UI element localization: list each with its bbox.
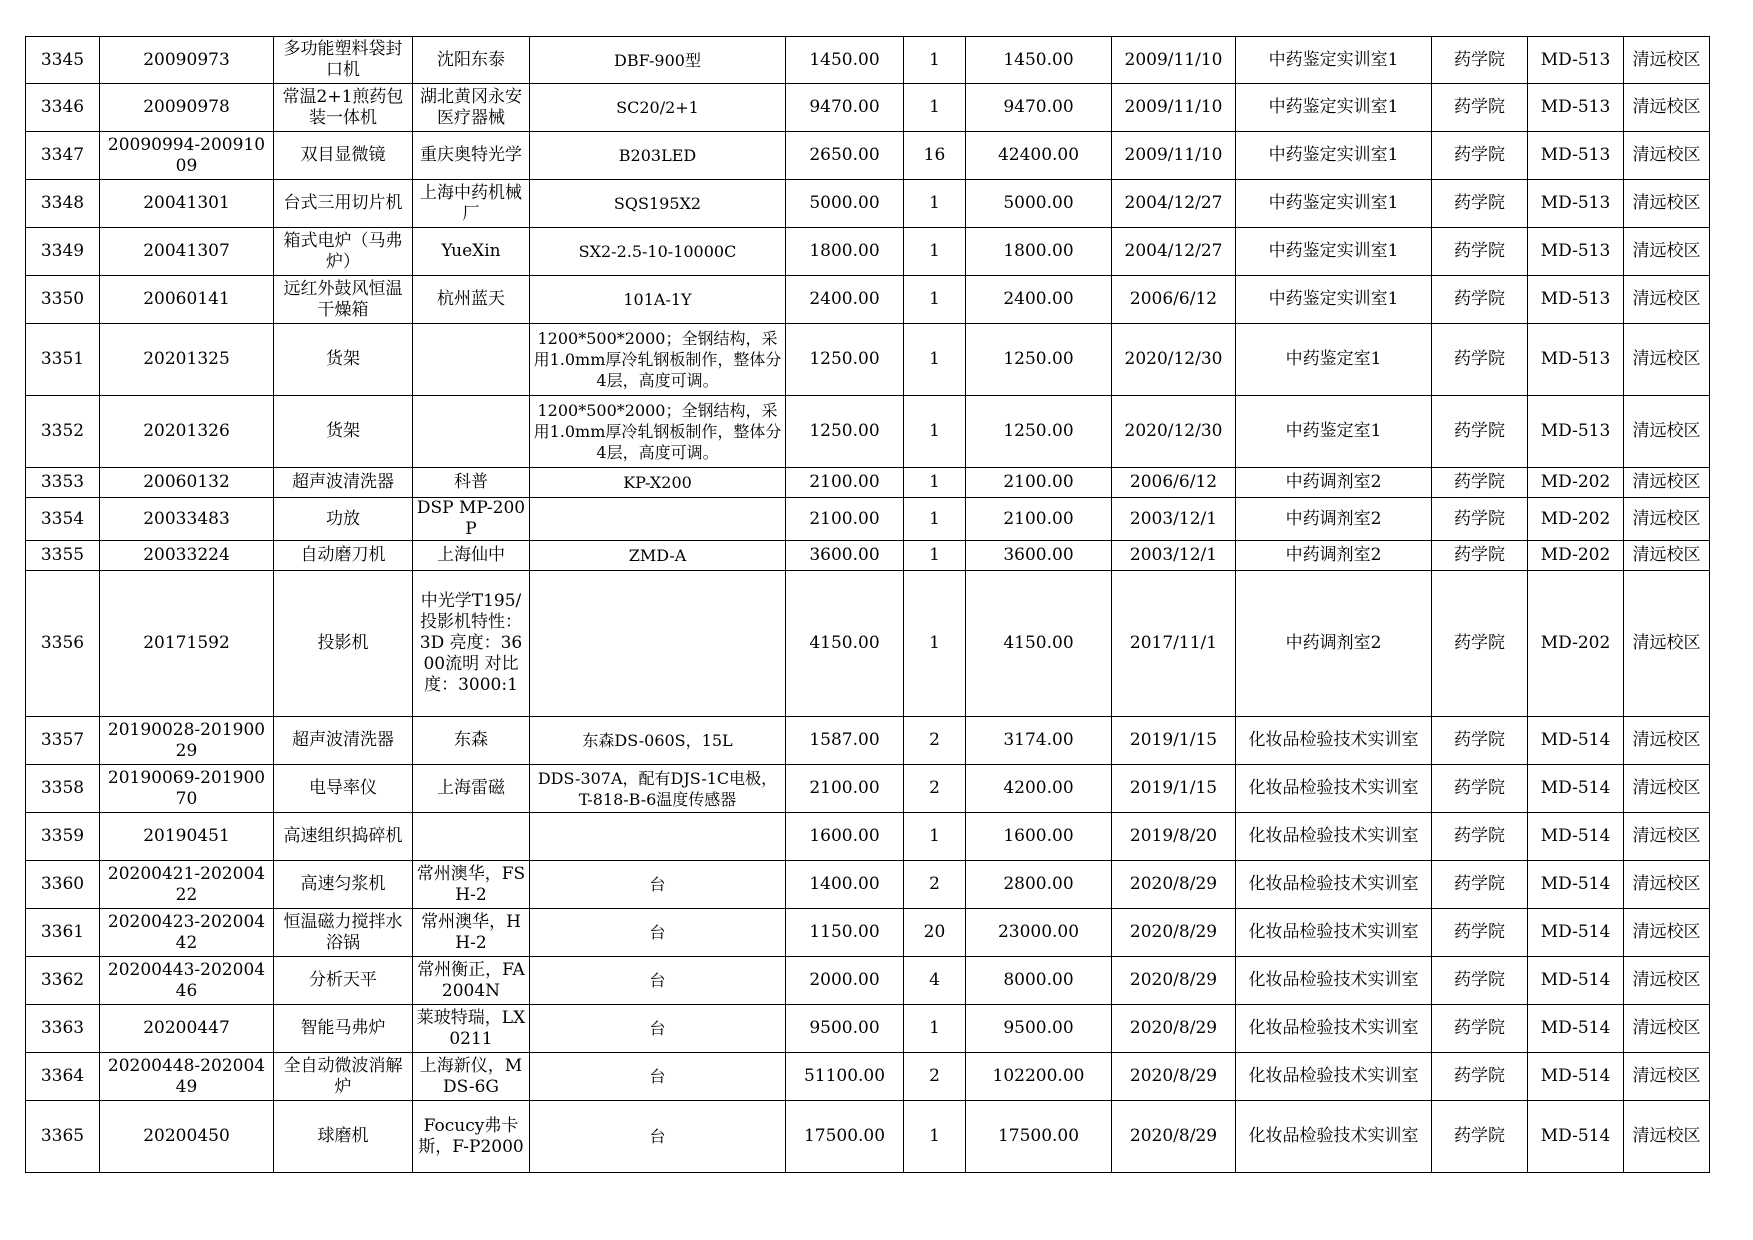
asset-number-cell: 20041301: [100, 180, 274, 228]
unit-price-cell: 2100.00: [786, 468, 904, 498]
total-amount-cell: 3174.00: [966, 717, 1112, 765]
department-cell: 药学院: [1432, 498, 1528, 541]
table-row: [26, 498, 1710, 541]
table-row: [26, 861, 1710, 909]
campus-cell: 清远校区: [1624, 132, 1710, 180]
room-cell: 中药调剂室2: [1236, 571, 1432, 717]
equipment-name-cell: 电导率仪: [274, 765, 413, 813]
manufacturer-cell: 重庆奥特光学: [413, 132, 530, 180]
table-row: [26, 1005, 1710, 1053]
specification-cell: KP-X200: [530, 468, 786, 498]
campus-cell: 清远校区: [1624, 1053, 1710, 1101]
equipment-name-cell: 全自动微波消解炉: [274, 1053, 413, 1101]
equipment-name-cell: 智能马弗炉: [274, 1005, 413, 1053]
asset-number-cell: 20041307: [100, 228, 274, 276]
asset-number-cell: 20190028-20190029: [100, 717, 274, 765]
manufacturer-cell: [413, 396, 530, 468]
purchase-date-cell: 2020/8/29: [1112, 1101, 1236, 1173]
manufacturer-cell: 上海新仪，MDS-6G: [413, 1053, 530, 1101]
manufacturer-cell: 湖北黄冈永安医疗器械: [413, 84, 530, 132]
quantity-cell: 2: [904, 1053, 966, 1101]
purchase-date-cell: 2004/12/27: [1112, 228, 1236, 276]
campus-cell: 清远校区: [1624, 717, 1710, 765]
purchase-date-cell: 2009/11/10: [1112, 37, 1236, 84]
location-code-cell: MD-513: [1528, 180, 1624, 228]
quantity-cell: 1: [904, 813, 966, 861]
location-code-cell: MD-513: [1528, 276, 1624, 324]
row-number-cell: 3359: [26, 813, 100, 861]
campus-cell: 清远校区: [1624, 957, 1710, 1005]
quantity-cell: 2: [904, 717, 966, 765]
quantity-cell: 1: [904, 396, 966, 468]
unit-price-cell: 1250.00: [786, 324, 904, 396]
total-amount-cell: 3600.00: [966, 541, 1112, 571]
specification-cell: DBF-900型: [530, 37, 786, 84]
quantity-cell: 1: [904, 276, 966, 324]
unit-price-cell: 2000.00: [786, 957, 904, 1005]
quantity-cell: 1: [904, 324, 966, 396]
campus-cell: 清远校区: [1624, 324, 1710, 396]
row-number-cell: 3357: [26, 717, 100, 765]
department-cell: 药学院: [1432, 37, 1528, 84]
purchase-date-cell: 2017/11/1: [1112, 571, 1236, 717]
unit-price-cell: 17500.00: [786, 1101, 904, 1173]
asset-number-cell: 20033483: [100, 498, 274, 541]
location-code-cell: MD-513: [1528, 324, 1624, 396]
table-row: [26, 132, 1710, 180]
room-cell: 化妆品检验技术实训室: [1236, 1005, 1432, 1053]
equipment-name-cell: 远红外鼓风恒温干燥箱: [274, 276, 413, 324]
location-code-cell: MD-514: [1528, 717, 1624, 765]
room-cell: 化妆品检验技术实训室: [1236, 717, 1432, 765]
specification-cell: [530, 813, 786, 861]
unit-price-cell: 1587.00: [786, 717, 904, 765]
campus-cell: 清远校区: [1624, 541, 1710, 571]
unit-price-cell: 1150.00: [786, 909, 904, 957]
asset-number-cell: 20060141: [100, 276, 274, 324]
purchase-date-cell: 2004/12/27: [1112, 180, 1236, 228]
row-number-cell: 3361: [26, 909, 100, 957]
department-cell: 药学院: [1432, 957, 1528, 1005]
row-number-cell: 3364: [26, 1053, 100, 1101]
purchase-date-cell: 2006/6/12: [1112, 276, 1236, 324]
manufacturer-cell: YueXin: [413, 228, 530, 276]
row-number-cell: 3356: [26, 571, 100, 717]
quantity-cell: 1: [904, 84, 966, 132]
location-code-cell: MD-513: [1528, 228, 1624, 276]
equipment-name-cell: 高速组织捣碎机: [274, 813, 413, 861]
equipment-name-cell: 功放: [274, 498, 413, 541]
specification-cell: 台: [530, 861, 786, 909]
location-code-cell: MD-202: [1528, 498, 1624, 541]
asset-number-cell: 20090994-20091009: [100, 132, 274, 180]
total-amount-cell: 1600.00: [966, 813, 1112, 861]
campus-cell: 清远校区: [1624, 498, 1710, 541]
table-row: [26, 909, 1710, 957]
asset-number-cell: 20200421-20200422: [100, 861, 274, 909]
equipment-name-cell: 超声波清洗器: [274, 468, 413, 498]
manufacturer-cell: Focucy弗卡斯，F-P2000: [413, 1101, 530, 1173]
location-code-cell: MD-514: [1528, 1101, 1624, 1173]
location-code-cell: MD-513: [1528, 84, 1624, 132]
total-amount-cell: 8000.00: [966, 957, 1112, 1005]
purchase-date-cell: 2020/8/29: [1112, 861, 1236, 909]
room-cell: 中药鉴定室1: [1236, 324, 1432, 396]
asset-number-cell: 20200423-20200442: [100, 909, 274, 957]
row-number-cell: 3365: [26, 1101, 100, 1173]
manufacturer-cell: 中光学T195/投影机特性：3D 亮度：3600流明 对比度：3000:1: [413, 571, 530, 717]
total-amount-cell: 2400.00: [966, 276, 1112, 324]
location-code-cell: MD-514: [1528, 1005, 1624, 1053]
asset-number-cell: 20190451: [100, 813, 274, 861]
table-row: [26, 180, 1710, 228]
unit-price-cell: 9470.00: [786, 84, 904, 132]
table-row: [26, 228, 1710, 276]
row-number-cell: 3351: [26, 324, 100, 396]
manufacturer-cell: DSP MP-200P: [413, 498, 530, 541]
department-cell: 药学院: [1432, 132, 1528, 180]
purchase-date-cell: 2020/12/30: [1112, 396, 1236, 468]
manufacturer-cell: [413, 813, 530, 861]
table-row: [26, 37, 1710, 84]
room-cell: 中药调剂室2: [1236, 541, 1432, 571]
specification-cell: 东森DS-060S，15L: [530, 717, 786, 765]
location-code-cell: MD-513: [1528, 132, 1624, 180]
row-number-cell: 3349: [26, 228, 100, 276]
location-code-cell: MD-514: [1528, 813, 1624, 861]
room-cell: 中药调剂室2: [1236, 468, 1432, 498]
total-amount-cell: 2100.00: [966, 498, 1112, 541]
manufacturer-cell: 上海雷磁: [413, 765, 530, 813]
campus-cell: 清远校区: [1624, 765, 1710, 813]
manufacturer-cell: 杭州蓝天: [413, 276, 530, 324]
room-cell: 中药鉴定实训室1: [1236, 84, 1432, 132]
equipment-name-cell: 双目显微镜: [274, 132, 413, 180]
quantity-cell: 1: [904, 468, 966, 498]
location-code-cell: MD-202: [1528, 468, 1624, 498]
specification-cell: 台: [530, 1005, 786, 1053]
purchase-date-cell: 2009/11/10: [1112, 84, 1236, 132]
table-row: [26, 765, 1710, 813]
quantity-cell: 1: [904, 180, 966, 228]
table-row: [26, 1053, 1710, 1101]
campus-cell: 清远校区: [1624, 468, 1710, 498]
row-number-cell: 3348: [26, 180, 100, 228]
department-cell: 药学院: [1432, 765, 1528, 813]
room-cell: 中药调剂室2: [1236, 498, 1432, 541]
total-amount-cell: 1450.00: [966, 37, 1112, 84]
unit-price-cell: 4150.00: [786, 571, 904, 717]
total-amount-cell: 42400.00: [966, 132, 1112, 180]
quantity-cell: 1: [904, 1005, 966, 1053]
asset-number-cell: 20200450: [100, 1101, 274, 1173]
equipment-name-cell: 自动磨刀机: [274, 541, 413, 571]
quantity-cell: 16: [904, 132, 966, 180]
specification-cell: B203LED: [530, 132, 786, 180]
row-number-cell: 3346: [26, 84, 100, 132]
room-cell: 化妆品检验技术实训室: [1236, 1101, 1432, 1173]
unit-price-cell: 1600.00: [786, 813, 904, 861]
department-cell: 药学院: [1432, 541, 1528, 571]
equipment-name-cell: 恒温磁力搅拌水浴锅: [274, 909, 413, 957]
asset-number-cell: 20190069-20190070: [100, 765, 274, 813]
room-cell: 中药鉴定实训室1: [1236, 132, 1432, 180]
asset-number-cell: 20201326: [100, 396, 274, 468]
unit-price-cell: 1400.00: [786, 861, 904, 909]
purchase-date-cell: 2019/8/20: [1112, 813, 1236, 861]
campus-cell: 清远校区: [1624, 909, 1710, 957]
room-cell: 中药鉴定室1: [1236, 396, 1432, 468]
unit-price-cell: 3600.00: [786, 541, 904, 571]
location-code-cell: MD-202: [1528, 541, 1624, 571]
department-cell: 药学院: [1432, 717, 1528, 765]
campus-cell: 清远校区: [1624, 396, 1710, 468]
department-cell: 药学院: [1432, 396, 1528, 468]
total-amount-cell: 102200.00: [966, 1053, 1112, 1101]
department-cell: 药学院: [1432, 861, 1528, 909]
asset-number-cell: 20200447: [100, 1005, 274, 1053]
department-cell: 药学院: [1432, 84, 1528, 132]
row-number-cell: 3353: [26, 468, 100, 498]
asset-number-cell: 20200448-20200449: [100, 1053, 274, 1101]
quantity-cell: 1: [904, 498, 966, 541]
manufacturer-cell: 科普: [413, 468, 530, 498]
room-cell: 中药鉴定实训室1: [1236, 276, 1432, 324]
row-number-cell: 3350: [26, 276, 100, 324]
equipment-name-cell: 货架: [274, 324, 413, 396]
purchase-date-cell: 2006/6/12: [1112, 468, 1236, 498]
quantity-cell: 20: [904, 909, 966, 957]
quantity-cell: 2: [904, 765, 966, 813]
manufacturer-cell: 上海仙中: [413, 541, 530, 571]
room-cell: 化妆品检验技术实训室: [1236, 765, 1432, 813]
purchase-date-cell: 2009/11/10: [1112, 132, 1236, 180]
manufacturer-cell: 常州澳华，HH-2: [413, 909, 530, 957]
total-amount-cell: 9500.00: [966, 1005, 1112, 1053]
asset-number-cell: 20090973: [100, 37, 274, 84]
row-number-cell: 3355: [26, 541, 100, 571]
row-number-cell: 3358: [26, 765, 100, 813]
specification-cell: SX2-2.5-10-10000C: [530, 228, 786, 276]
equipment-name-cell: 多功能塑料袋封口机: [274, 37, 413, 84]
manufacturer-cell: [413, 324, 530, 396]
purchase-date-cell: 2019/1/15: [1112, 765, 1236, 813]
unit-price-cell: 2100.00: [786, 765, 904, 813]
manufacturer-cell: 上海中药机械厂: [413, 180, 530, 228]
table-row: [26, 276, 1710, 324]
total-amount-cell: 1800.00: [966, 228, 1112, 276]
location-code-cell: MD-513: [1528, 37, 1624, 84]
campus-cell: 清远校区: [1624, 813, 1710, 861]
row-number-cell: 3363: [26, 1005, 100, 1053]
campus-cell: 清远校区: [1624, 228, 1710, 276]
equipment-name-cell: 常温2+1煎药包装一体机: [274, 84, 413, 132]
specification-cell: 台: [530, 1101, 786, 1173]
total-amount-cell: 5000.00: [966, 180, 1112, 228]
department-cell: 药学院: [1432, 276, 1528, 324]
department-cell: 药学院: [1432, 1053, 1528, 1101]
total-amount-cell: 1250.00: [966, 396, 1112, 468]
manufacturer-cell: 东森: [413, 717, 530, 765]
unit-price-cell: 1250.00: [786, 396, 904, 468]
quantity-cell: 2: [904, 861, 966, 909]
department-cell: 药学院: [1432, 571, 1528, 717]
table-row: [26, 84, 1710, 132]
specification-cell: 1200*500*2000；全钢结构，采用1.0mm厚冷轧钢板制作，整体分4层，高度可调。: [530, 324, 786, 396]
purchase-date-cell: 2003/12/1: [1112, 541, 1236, 571]
manufacturer-cell: 沈阳东泰: [413, 37, 530, 84]
unit-price-cell: 2100.00: [786, 498, 904, 541]
row-number-cell: 3360: [26, 861, 100, 909]
purchase-date-cell: 2020/8/29: [1112, 1005, 1236, 1053]
specification-cell: [530, 498, 786, 541]
total-amount-cell: 4200.00: [966, 765, 1112, 813]
campus-cell: 清远校区: [1624, 571, 1710, 717]
specification-cell: [530, 571, 786, 717]
specification-cell: 101A-1Y: [530, 276, 786, 324]
asset-number-cell: 20171592: [100, 571, 274, 717]
quantity-cell: 1: [904, 541, 966, 571]
room-cell: 化妆品检验技术实训室: [1236, 909, 1432, 957]
room-cell: 中药鉴定实训室1: [1236, 180, 1432, 228]
specification-cell: DDS-307A，配有DJS-1C电极，T-818-B-6温度传感器: [530, 765, 786, 813]
campus-cell: 清远校区: [1624, 180, 1710, 228]
purchase-date-cell: 2020/8/29: [1112, 909, 1236, 957]
location-code-cell: MD-514: [1528, 1053, 1624, 1101]
campus-cell: 清远校区: [1624, 861, 1710, 909]
specification-cell: ZMD-A: [530, 541, 786, 571]
unit-price-cell: 2400.00: [786, 276, 904, 324]
unit-price-cell: 9500.00: [786, 1005, 904, 1053]
total-amount-cell: 2100.00: [966, 468, 1112, 498]
department-cell: 药学院: [1432, 468, 1528, 498]
department-cell: 药学院: [1432, 1101, 1528, 1173]
quantity-cell: 1: [904, 571, 966, 717]
total-amount-cell: 1250.00: [966, 324, 1112, 396]
row-number-cell: 3347: [26, 132, 100, 180]
unit-price-cell: 51100.00: [786, 1053, 904, 1101]
purchase-date-cell: 2020/8/29: [1112, 1053, 1236, 1101]
row-number-cell: 3354: [26, 498, 100, 541]
equipment-name-cell: 箱式电炉（马弗炉）: [274, 228, 413, 276]
department-cell: 药学院: [1432, 228, 1528, 276]
campus-cell: 清远校区: [1624, 276, 1710, 324]
location-code-cell: MD-514: [1528, 909, 1624, 957]
department-cell: 药学院: [1432, 1005, 1528, 1053]
specification-cell: 台: [530, 957, 786, 1005]
manufacturer-cell: 常州衡正，FA2004N: [413, 957, 530, 1005]
table-row: [26, 1101, 1710, 1173]
room-cell: 中药鉴定实训室1: [1236, 37, 1432, 84]
unit-price-cell: 2650.00: [786, 132, 904, 180]
table-row: [26, 541, 1710, 571]
table-row: [26, 468, 1710, 498]
department-cell: 药学院: [1432, 909, 1528, 957]
campus-cell: 清远校区: [1624, 84, 1710, 132]
unit-price-cell: 5000.00: [786, 180, 904, 228]
quantity-cell: 4: [904, 957, 966, 1005]
room-cell: 化妆品检验技术实训室: [1236, 813, 1432, 861]
equipment-name-cell: 高速匀浆机: [274, 861, 413, 909]
specification-cell: SQS195X2: [530, 180, 786, 228]
purchase-date-cell: 2020/8/29: [1112, 957, 1236, 1005]
unit-price-cell: 1800.00: [786, 228, 904, 276]
row-number-cell: 3362: [26, 957, 100, 1005]
equipment-name-cell: 分析天平: [274, 957, 413, 1005]
location-code-cell: MD-514: [1528, 765, 1624, 813]
room-cell: 中药鉴定实训室1: [1236, 228, 1432, 276]
asset-number-cell: 20033224: [100, 541, 274, 571]
equipment-name-cell: 货架: [274, 396, 413, 468]
specification-cell: SC20/2+1: [530, 84, 786, 132]
manufacturer-cell: 常州澳华，FSH-2: [413, 861, 530, 909]
table-row: [26, 324, 1710, 396]
total-amount-cell: 17500.00: [966, 1101, 1112, 1173]
location-code-cell: MD-202: [1528, 571, 1624, 717]
equipment-table: [25, 36, 1710, 1173]
room-cell: 化妆品检验技术实训室: [1236, 861, 1432, 909]
purchase-date-cell: 2020/12/30: [1112, 324, 1236, 396]
campus-cell: 清远校区: [1624, 1101, 1710, 1173]
department-cell: 药学院: [1432, 180, 1528, 228]
specification-cell: 台: [530, 909, 786, 957]
asset-number-cell: 20201325: [100, 324, 274, 396]
total-amount-cell: 2800.00: [966, 861, 1112, 909]
campus-cell: 清远校区: [1624, 37, 1710, 84]
room-cell: 化妆品检验技术实训室: [1236, 957, 1432, 1005]
table-row: [26, 813, 1710, 861]
equipment-name-cell: 投影机: [274, 571, 413, 717]
asset-number-cell: 20090978: [100, 84, 274, 132]
asset-number-cell: 20200443-20200446: [100, 957, 274, 1005]
specification-cell: 1200*500*2000；全钢结构，采用1.0mm厚冷轧钢板制作，整体分4层，高度可调。: [530, 396, 786, 468]
room-cell: 化妆品检验技术实训室: [1236, 1053, 1432, 1101]
department-cell: 药学院: [1432, 813, 1528, 861]
equipment-name-cell: 超声波清洗器: [274, 717, 413, 765]
asset-number-cell: 20060132: [100, 468, 274, 498]
table-row: [26, 957, 1710, 1005]
location-code-cell: MD-514: [1528, 957, 1624, 1005]
table-row: [26, 571, 1710, 717]
purchase-date-cell: 2019/1/15: [1112, 717, 1236, 765]
row-number-cell: 3352: [26, 396, 100, 468]
total-amount-cell: 9470.00: [966, 84, 1112, 132]
table-body: [26, 37, 1710, 1173]
quantity-cell: 1: [904, 37, 966, 84]
department-cell: 药学院: [1432, 324, 1528, 396]
total-amount-cell: 23000.00: [966, 909, 1112, 957]
equipment-name-cell: 台式三用切片机: [274, 180, 413, 228]
purchase-date-cell: 2003/12/1: [1112, 498, 1236, 541]
campus-cell: 清远校区: [1624, 1005, 1710, 1053]
total-amount-cell: 4150.00: [966, 571, 1112, 717]
specification-cell: 台: [530, 1053, 786, 1101]
location-code-cell: MD-513: [1528, 396, 1624, 468]
table-row: [26, 717, 1710, 765]
equipment-name-cell: 球磨机: [274, 1101, 413, 1173]
quantity-cell: 1: [904, 228, 966, 276]
quantity-cell: 1: [904, 1101, 966, 1173]
manufacturer-cell: 莱玻特瑞，LX0211: [413, 1005, 530, 1053]
location-code-cell: MD-514: [1528, 861, 1624, 909]
row-number-cell: 3345: [26, 37, 100, 84]
unit-price-cell: 1450.00: [786, 37, 904, 84]
table-row: [26, 396, 1710, 468]
